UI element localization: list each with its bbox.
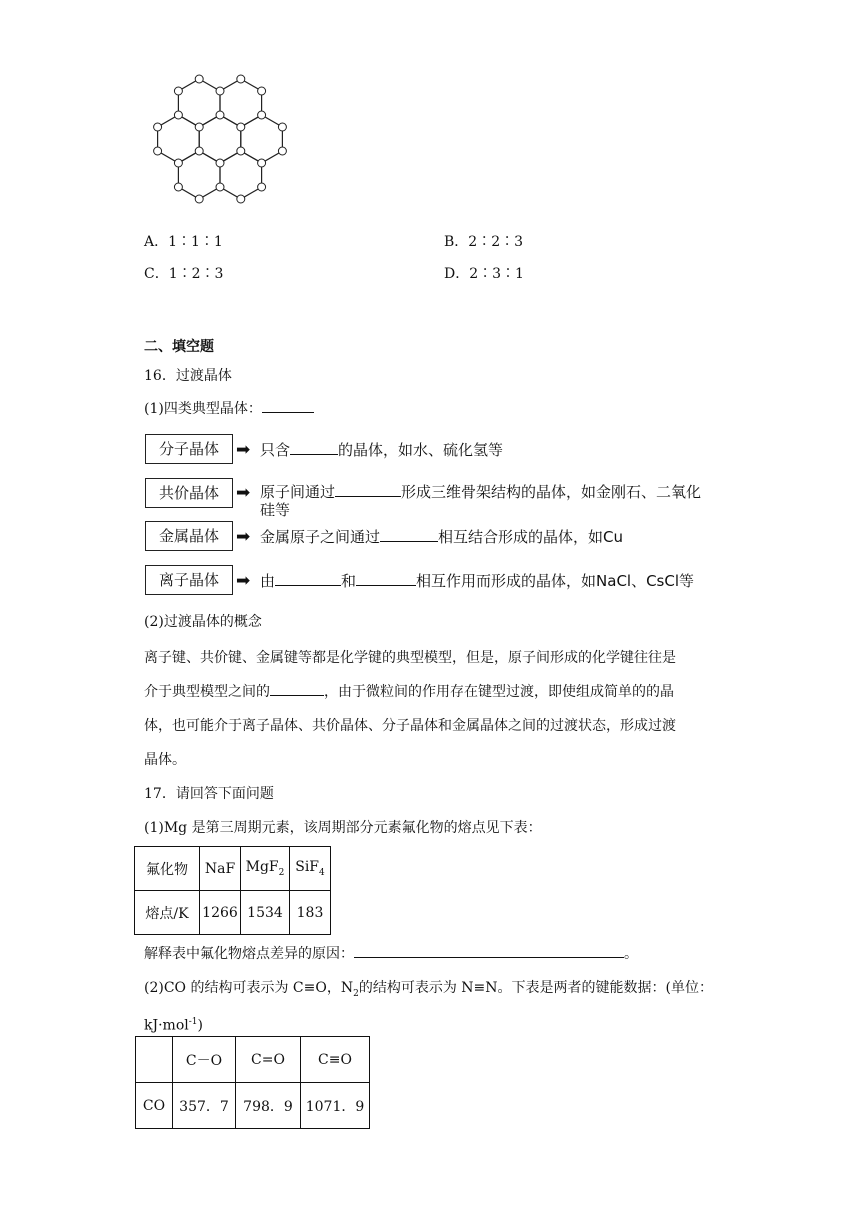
atom-node [216,111,224,119]
answer-blank[interactable] [380,529,438,542]
q16-para-line2: 介于典型模型之间的 ，由于微粒间的作用存在键型过渡，即使组成简单的的晶 [144,684,674,700]
section-title: 二、填空题 [144,339,214,355]
q17-part1: (1)Mg 是第三周期元素，该周期部分元素氟化物的熔点见下表： [144,820,542,836]
table-cell: 1534 [241,891,290,935]
option-d: D．2∶3∶1 [444,266,524,282]
table-cell: 1071．9 [301,1083,370,1129]
atom-node [195,75,203,83]
table-cell: 183 [290,891,331,935]
option-a: A．1∶1∶1 [144,234,223,250]
box-ionic-crystal: 离子晶体 [145,565,233,595]
atom-node [216,183,224,191]
answer-blank[interactable] [262,400,314,413]
atom-node [258,87,266,95]
atom-node [258,183,266,191]
q17-explain: 解释表中氟化物熔点差异的原因： 。 [144,946,638,962]
fluoride-melting-point-table [134,846,331,935]
table-cell: NaF [200,847,241,891]
q16-para-line4: 晶体。 [144,752,186,768]
box1-description: 只含 的晶体，如水、硫化氢等 [260,441,504,459]
option-c: C．1∶2∶3 [144,266,224,282]
arrow-icon: ➡ [236,571,251,591]
box-metallic-crystal: 金属晶体 [145,521,233,551]
answer-blank[interactable] [275,573,341,586]
q17-title: 17．请回答下面问题 [144,786,274,802]
atom-node [154,147,162,155]
graphite-lattice-diagram [140,64,305,219]
atom-node [195,147,203,155]
atom-node [174,111,182,119]
table-cell: C≡O [301,1037,370,1083]
table-cell: CO [136,1083,173,1129]
atom-node [237,75,245,83]
bond-energy-table [135,1036,370,1129]
answer-blank[interactable] [354,945,624,958]
option-b: B．2∶2∶3 [444,234,524,250]
atom-node [237,147,245,155]
hexagon-ring [178,79,220,127]
hexagon-ring [220,151,262,199]
atom-node [258,159,266,167]
table-cell: 熔点/K [135,891,200,935]
box-molecular-crystal: 分子晶体 [145,434,233,464]
table-cell: SiF$_4$ [290,847,331,891]
q16-part2: (2)过渡晶体的概念 [144,614,262,630]
answer-blank[interactable] [335,484,401,497]
box4-description: 由 和 相互作用而形成的晶体，如NaCl、CsCl等 [260,572,695,590]
atom-node [154,123,162,131]
box2-description: 原子间通过 形成三维骨架结构的晶体，如金刚石、二氧化 [260,483,702,501]
hexagon-ring [158,115,200,163]
q16-part1: (1)四类典型晶体： [144,399,314,419]
table-cell: MgF$_2$ [241,847,290,891]
atom-node [195,195,203,203]
atom-node [216,159,224,167]
atom-node [195,123,203,131]
table-cell [136,1037,173,1083]
box-covalent-crystal: 共价晶体 [145,478,233,508]
box3-description: 金属原子之间通过 相互结合形成的晶体，如Cu [260,528,623,546]
atom-node [174,183,182,191]
atom-node [237,123,245,131]
table-cell: 798．9 [236,1083,301,1129]
table-cell: C－O [173,1037,236,1083]
atom-node [174,87,182,95]
table-cell: C=O [236,1037,301,1083]
atom-node [237,195,245,203]
q17-part2-line1: (2)CO 的结构可表示为 C≡O，$N_2$的结构可表示为 N≡N。下表是两者的键能数据：(单位： [144,980,713,999]
hexagon-ring [241,115,283,163]
arrow-icon: ➡ [236,527,251,547]
atom-node [174,159,182,167]
arrow-icon: ➡ [236,483,251,503]
q16-para-line1: 离子键、共价键、金属键等都是化学键的典型模型，但是，原子间形成的化学键往往是 [144,650,676,666]
table-cell: 氟化物 [135,847,200,891]
q16-para-line3: 体，也可能介于离子晶体、共价晶体、分子晶体和金属晶体之间的过渡状态，形成过渡 [144,718,676,734]
answer-blank[interactable] [356,573,416,586]
q16-title: 16．过渡晶体 [144,368,232,384]
table-cell: 357．7 [173,1083,236,1129]
atom-node [278,147,286,155]
hexagon-ring [199,115,241,163]
atom-node [258,111,266,119]
table-cell: 1266 [200,891,241,935]
box2-description-line2: 硅等 [260,501,291,519]
hexagon-ring [220,79,262,127]
answer-blank[interactable] [270,683,324,696]
atom-node [278,123,286,131]
atom-node [216,87,224,95]
hexagon-ring [178,151,220,199]
answer-blank[interactable] [290,442,338,455]
q17-part2-line2: kJ·mol$^{-1}$) [144,1017,203,1034]
arrow-icon: ➡ [236,440,251,460]
